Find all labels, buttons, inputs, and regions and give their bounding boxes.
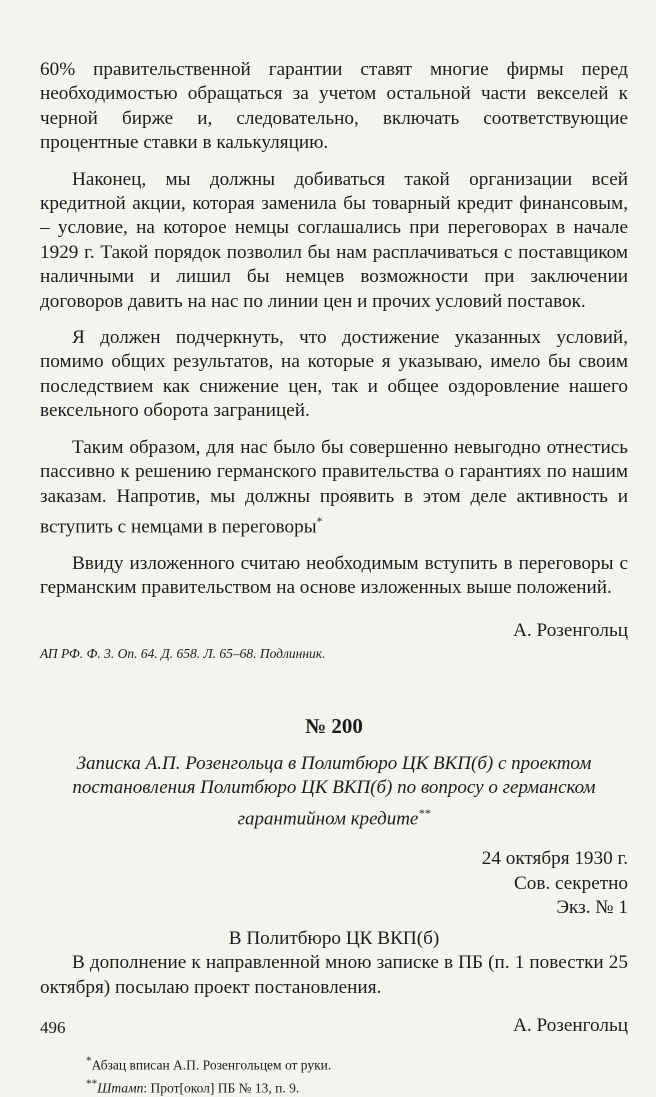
footnote-2 [86, 1075, 628, 1097]
footnote-ref-2: ** [418, 805, 431, 820]
paragraph-guarantee: 60% правительственной гарантии ставят многие фирмы перед необходимостью обращаться за учетом остальной части векселей к черной бирже и, следовательно, включать соответствующие процентные ставки в калькуляцию. [40, 59, 628, 154]
paragraph-proposal: Ввиду изложенного считаю необходимым вступить в переговоры с германским правительством на основе изложенных выше положений. [40, 552, 628, 599]
footnote-1 [86, 1052, 628, 1075]
copy-number: Экз. № 1 [556, 897, 628, 919]
addressee: В Политбюро ЦК ВКП(б) [228, 927, 440, 949]
page-number: 496 [40, 1018, 66, 1037]
footnote-1-text: Абзац вписан А.П. Розенгольцем от руки. [91, 1057, 332, 1073]
footnote-1-mark: * [86, 1055, 92, 1068]
document-title-text: Записка А.П. Розенгольца в Политбюро ЦК ВКП(б) с проектом постановления Политбюро ЦК ВКП(б) по вопросу о германском гарантийном кредите [72, 752, 596, 830]
footnote-ref-1: * [316, 513, 323, 528]
document-number: № 200 [305, 713, 363, 738]
date-block [40, 847, 628, 920]
footnotes [40, 1052, 628, 1097]
paragraph-emphasis: Я должен подчеркнуть, что достижение указанных условий, помимо общих результатов, на которые я указываю, имело бы своим последствием как снижение цен, так и общее оздоровление нашего вексельного оборота заграницей. [40, 327, 628, 422]
footnote-2-text: : Прот[окол] ПБ № 13, п. 9. [143, 1080, 300, 1096]
document-page [40, 58, 628, 1097]
archive-source: АП РФ. Ф. 3. Оп. 64. Д. 658. Л. 65–68. Подлинник. [40, 645, 326, 661]
paragraph-cover-note: В дополнение к направленной мною записке в ПБ (п. 1 повестки 25 октября) посылаю проект постановления. [40, 952, 628, 998]
paragraph-conclusion-text: Таким образом, для нас было бы совершенно невыгодно отнестись пассивно к решению германского правительства о гарантиях по нашим заказам. Напротив, мы должны проявить в этом деле активность и вступить с немцами в переговоры [40, 436, 628, 538]
document-title [40, 752, 628, 832]
footnote-2-mark: ** [86, 1077, 98, 1090]
footnote-2-label: Штамп [97, 1080, 144, 1096]
signature-second: А. Розенгольц [513, 1014, 628, 1036]
paragraph-conclusion [40, 436, 628, 540]
document-date: 24 октября 1930 г. [481, 848, 628, 870]
classification-label: Сов. секретно [514, 872, 628, 894]
paragraph-credit-organization: Наконец, мы должны добиваться такой организации всей кредитной акции, которая заменила бы товарный кредит финансовым, – условие, на которое немцы соглашались при переговорах в начале 1929 г. Такой порядок позволил бы нам расплачиваться с поставщиком наличными и лишил бы немцев возможности при заключении договоров давить на нас по линии цен и прочих условий поставок. [40, 168, 628, 312]
signature-first: А. Розенгольц [513, 619, 628, 641]
